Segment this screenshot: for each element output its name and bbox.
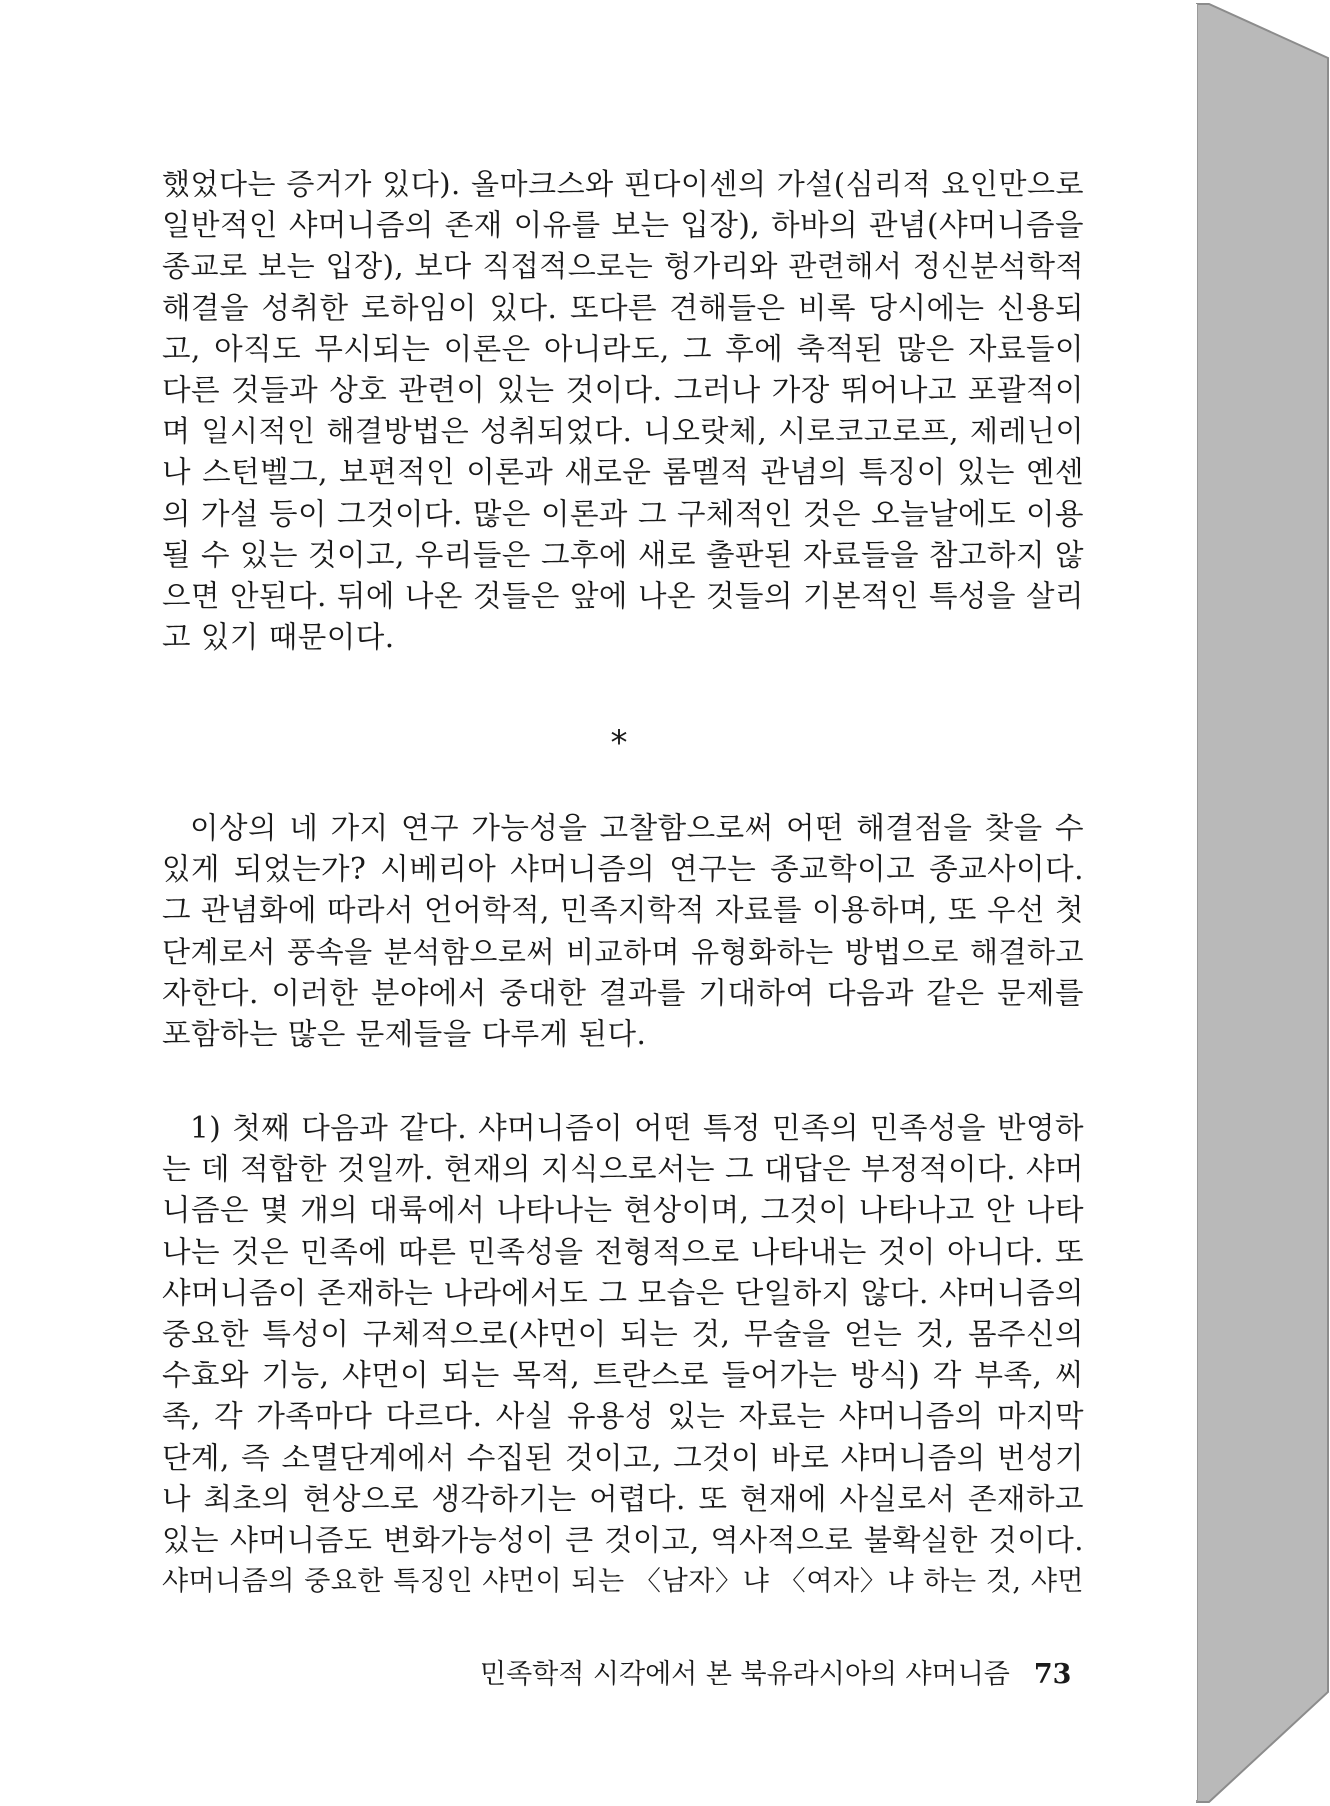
text-line: 단계, 즉 소멸단계에서 수집된 것이고, 그것이 바로 샤머니즘의 번성기 — [162, 1440, 1084, 1475]
text-line: 며 일시적인 해결방법은 성취되었다. 니오랏체, 시로코고로프, 제레닌이 — [162, 414, 1084, 449]
text-line: 자한다. 이러한 분야에서 중대한 결과를 기대하여 다음과 같은 문제를 — [162, 975, 1084, 1010]
text-line: 샤머니즘이 존재하는 나라에서도 그 모습은 단일하지 않다. 샤머니즘의 — [162, 1275, 1084, 1310]
section-separator: * — [610, 723, 628, 763]
text-line: 고 있기 때문이다. — [162, 620, 395, 655]
text-line: 다른 것들과 상호 관련이 있는 것이다. 그러나 가장 뛰어나고 포괄적이 — [162, 372, 1084, 407]
text-line: 나 스턴벨그, 보편적인 이론과 새로운 롬멜적 관념의 특징이 있는 옌센 — [162, 455, 1084, 490]
running-title: 민족학적 시각에서 본 북유라시아의 샤머니즘 — [480, 1659, 1010, 1690]
paragraph-3 — [162, 1108, 1084, 1602]
text-line: 될 수 있는 것이고, 우리들은 그후에 새로 출판된 자료들을 참고하지 않 — [162, 537, 1084, 572]
text-line: 족, 각 가족마다 다르다. 사실 유용성 있는 자료는 샤머니즘의 마지막 — [162, 1399, 1084, 1434]
text-line: 일반적인 샤머니즘의 존재 이유를 보는 입장), 하바의 관념(샤머니즘을 — [162, 208, 1084, 243]
text-line: 고, 아직도 무시되는 이론은 아니라도, 그 후에 축적된 많은 자료들이 — [162, 331, 1084, 366]
text-line: 수효와 기능, 샤먼이 되는 목적, 트란스로 들어가는 방식) 각 부족, 씨 — [162, 1358, 1084, 1393]
text-line: 했었다는 증거가 있다). 올마크스와 핀다이센의 가설(심리적 요인만으로 — [162, 167, 1084, 201]
text-line: 중요한 특성이 구체적으로(샤먼이 되는 것, 무술을 얻는 것, 몸주신의 — [162, 1316, 1084, 1351]
text-line: 으면 안된다. 뒤에 나온 것들은 앞에 나온 것들의 기본적인 특성을 살리 — [162, 578, 1084, 613]
text-line: 있게 되었는가? 시베리아 샤머니즘의 연구는 종교학이고 종교사이다. — [162, 852, 1084, 887]
text-line: 이상의 네 가지 연구 가능성을 고찰함으로써 어떤 해결점을 찾을 수 — [190, 811, 1084, 845]
text-line: 단계로서 풍속을 분석함으로써 비교하며 유형화하는 방법으로 해결하고 — [162, 934, 1084, 969]
paragraph-1 — [162, 164, 1084, 658]
text-line: 있는 샤머니즘도 변화가능성이 큰 것이고, 역사적으로 불확실한 것이다. — [162, 1522, 1084, 1557]
paragraph-2 — [162, 808, 1084, 1055]
text-line: 나 최초의 현상으로 생각하기는 어렵다. 또 현재에 사실로서 존재하고 — [162, 1481, 1084, 1516]
text-line: 그 관념화에 따라서 언어학적, 민족지학적 자료를 이용하며, 또 우선 첫 — [162, 893, 1084, 928]
text-line: 포함하는 많은 문제들을 다루게 된다. — [162, 1016, 647, 1051]
text-line: 샤머니즘의 중요한 특징인 샤먼이 되는 〈남자〉냐 〈여자〉냐 하는 것, 샤먼 — [162, 1566, 1084, 1598]
text-line: 종교로 보는 입장), 보다 직접적으로는 헝가리와 관련해서 정신분석학적 — [162, 249, 1084, 284]
text-line: 는 데 적합한 것일까. 현재의 지식으로서는 그 대답은 부정적이다. 샤머 — [162, 1152, 1084, 1187]
page-footer — [480, 1652, 1072, 1691]
text-line: 해결을 성취한 로하임이 있다. 또다른 견해들은 비록 당시에는 신용되 — [162, 290, 1084, 325]
text-line: 1) 첫째 다음과 같다. 샤머니즘이 어떤 특정 민족의 민족성을 반영하 — [190, 1111, 1084, 1145]
text-line: 의 가설 등이 그것이다. 많은 이론과 그 구체적인 것은 오늘날에도 이용 — [162, 496, 1084, 531]
text-line: 나는 것은 민족에 따른 민족성을 전형적으로 나타내는 것이 아니다. 또 — [162, 1234, 1084, 1269]
page-number: 73 — [1033, 1659, 1072, 1690]
text-line: 니즘은 몇 개의 대륙에서 나타나는 현상이며, 그것이 나타나고 안 나타 — [162, 1193, 1084, 1228]
